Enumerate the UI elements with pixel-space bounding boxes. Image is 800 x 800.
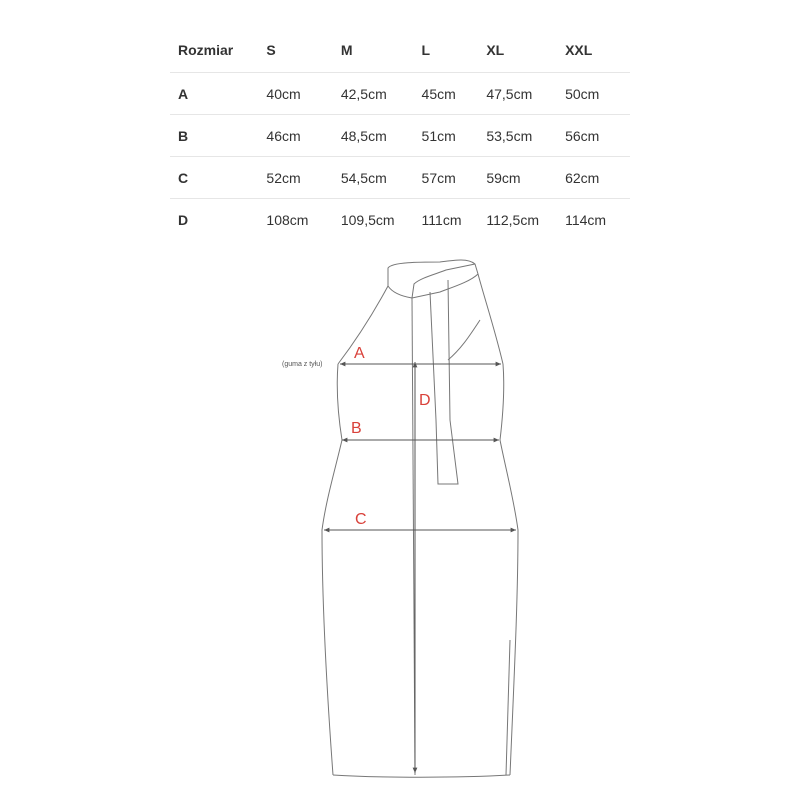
header-size-m: M bbox=[341, 28, 422, 73]
table-cell: 59cm bbox=[486, 157, 565, 199]
table-cell: 54,5cm bbox=[341, 157, 422, 199]
table-cell: 57cm bbox=[422, 157, 487, 199]
table-cell: 46cm bbox=[266, 115, 340, 157]
table-cell: 109,5cm bbox=[340, 211, 395, 228]
header-size-s: S bbox=[266, 28, 340, 73]
row-label-a: A bbox=[170, 73, 266, 115]
table-cell: 112,5cm bbox=[486, 211, 540, 228]
row-label-b: B bbox=[170, 115, 266, 157]
row-label-c: C bbox=[170, 157, 266, 199]
elastic-note: (guma z tyłu) bbox=[282, 361, 323, 368]
header-size-l: L bbox=[422, 28, 487, 73]
table-cell: 51cm bbox=[422, 115, 487, 157]
table-cell: 50cm bbox=[565, 73, 630, 115]
table-cell: 114cm bbox=[565, 211, 607, 228]
label-c: C bbox=[355, 511, 367, 528]
measurement-labels bbox=[351, 345, 431, 528]
row-label-d: D bbox=[178, 211, 189, 228]
table-cell: 48,5cm bbox=[341, 115, 422, 157]
label-a: A bbox=[354, 345, 365, 362]
table-cell: 53,5cm bbox=[486, 115, 565, 157]
table-cell: 52cm bbox=[266, 157, 340, 199]
header-size-xxl: XXL bbox=[565, 28, 630, 73]
header-size-xl: XL bbox=[486, 28, 565, 73]
table-cell: 47,5cm bbox=[486, 73, 565, 115]
table-cell: 62cm bbox=[565, 157, 630, 199]
table-cell: 56cm bbox=[565, 115, 630, 157]
table-cell: 111cm bbox=[421, 211, 462, 228]
label-d: D bbox=[419, 392, 431, 409]
label-b: B bbox=[351, 420, 362, 437]
table-cell: 45cm bbox=[422, 73, 487, 115]
table-cell: 40cm bbox=[266, 73, 340, 115]
header-size-label: Rozmiar bbox=[170, 28, 266, 73]
table-cell: 42,5cm bbox=[341, 73, 422, 115]
dress-outline bbox=[322, 260, 518, 777]
table-cell: 108cm bbox=[266, 211, 309, 228]
